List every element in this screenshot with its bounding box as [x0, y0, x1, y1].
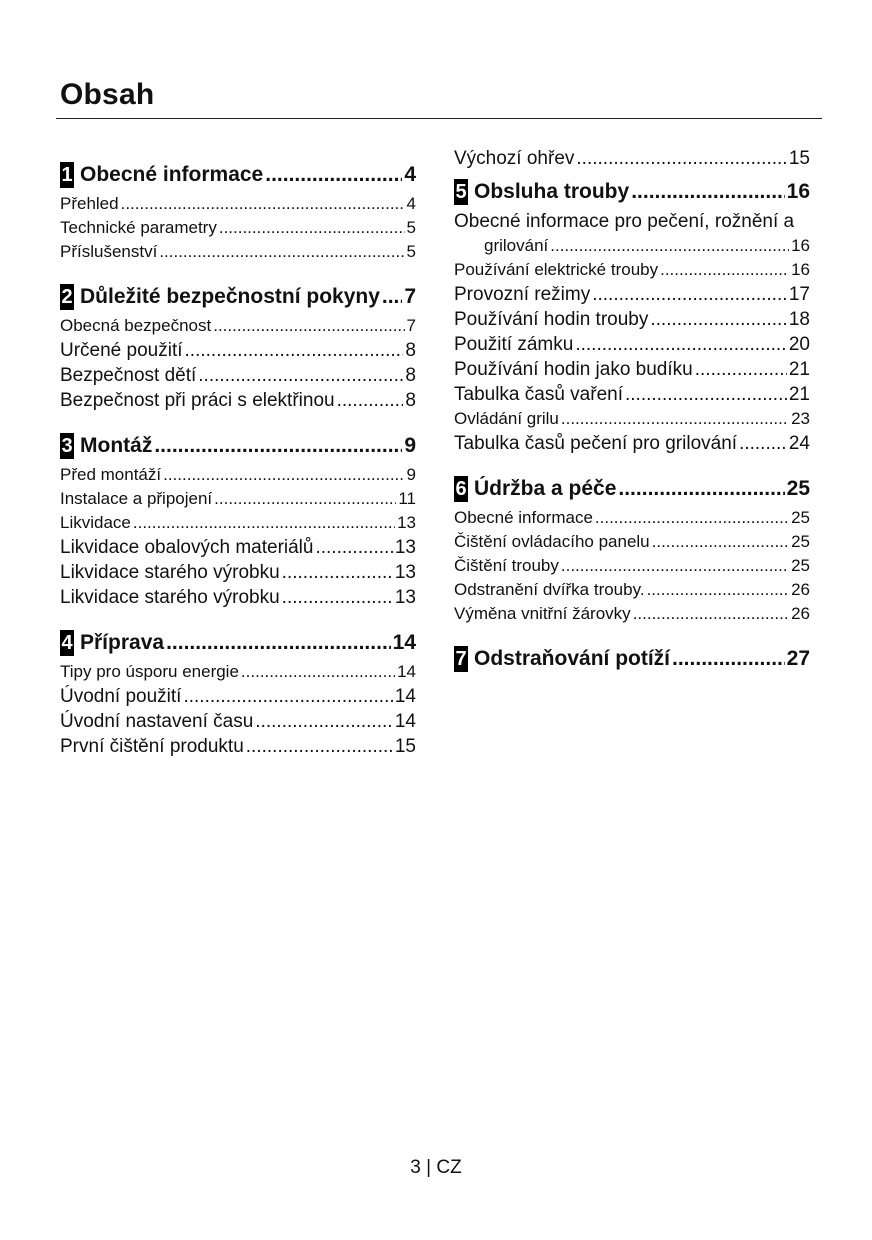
toc-section [60, 630, 416, 759]
toc-entry[interactable] [60, 338, 416, 363]
toc-entry[interactable] [454, 282, 810, 307]
toc-entry-label: Likvidace obalových materiálů [60, 537, 314, 558]
section-page: 9 [404, 434, 416, 457]
toc-entry-label: Bezpečnost při práci s elektřinou [60, 390, 335, 411]
toc-entry-label: Tabulka časů vaření [454, 384, 623, 405]
section-number-badge: 5 [455, 181, 467, 203]
toc-entry-page: 25 [791, 556, 810, 575]
toc-entry-label: Provozní režimy [454, 284, 591, 305]
toc-entry[interactable] [60, 363, 416, 388]
dot-leader [241, 660, 395, 684]
dot-leader [595, 506, 789, 530]
toc-entry-label: Před montáží [60, 465, 162, 484]
toc-entry-label: Úvodní použití [60, 686, 182, 707]
dot-leader [561, 554, 789, 578]
toc-section-heading[interactable] [454, 476, 810, 502]
dot-leader [660, 258, 789, 282]
toc-entry[interactable] [454, 307, 810, 332]
section-page: 4 [404, 163, 416, 186]
toc-entry-page: 5 [406, 218, 416, 237]
toc-entry-label: grilování [484, 236, 549, 255]
section-page: 7 [404, 285, 416, 308]
toc-entry[interactable] [60, 535, 416, 560]
toc-left-column [60, 162, 416, 779]
dot-leader [214, 487, 396, 511]
toc-entry-page: 20 [788, 334, 810, 355]
toc-entry[interactable] [60, 684, 416, 709]
toc-entry-page: 15 [394, 736, 416, 757]
toc-entry[interactable] [454, 407, 810, 431]
toc-entry-page: 15 [788, 148, 810, 169]
toc-section-heading[interactable] [60, 162, 416, 188]
toc-entry-page: 14 [394, 686, 416, 707]
section-page: 25 [786, 477, 810, 500]
toc-entry-label: Příslušenství [60, 242, 158, 261]
toc-section-heading[interactable] [454, 646, 810, 672]
section-page: 14 [392, 631, 416, 654]
toc-entry-label: Používání hodin trouby [454, 309, 649, 330]
dot-leader [282, 585, 393, 610]
toc-entry-page: 21 [788, 384, 810, 405]
toc-entry[interactable] [454, 530, 810, 554]
toc-entry-label: Technické parametry [60, 218, 217, 237]
toc-entry[interactable] [454, 578, 810, 602]
toc-entry-page: 11 [398, 489, 416, 508]
dot-leader [695, 357, 787, 382]
toc-section-heading[interactable] [60, 284, 416, 310]
section-title: Důležité bezpečnostní pokyny [80, 285, 380, 308]
toc-entry-page: 21 [788, 359, 810, 380]
toc-entry-label: Přehled [60, 194, 119, 213]
toc-section [454, 179, 810, 456]
toc-entry-page: 26 [791, 604, 810, 623]
title-divider [56, 118, 822, 119]
toc-section-heading[interactable] [454, 179, 810, 205]
toc-entry-label: Výměna vnitřní žárovky [454, 604, 631, 623]
toc-entry[interactable] [454, 602, 810, 626]
toc-entry-label: Likvidace starého výrobku [60, 562, 280, 583]
dot-leader [198, 363, 403, 388]
section-number-badge: 1 [61, 164, 73, 186]
toc-entry-page: 13 [397, 513, 416, 532]
dot-leader [647, 578, 790, 602]
dot-leader [183, 684, 392, 709]
toc-entry-label: Úvodní nastavení času [60, 711, 254, 732]
toc-entry[interactable] [60, 660, 416, 684]
dot-leader [575, 332, 787, 357]
toc-entry[interactable] [60, 216, 416, 240]
dot-leader [618, 476, 784, 502]
dot-leader [650, 307, 787, 332]
toc-entry-page: 7 [406, 316, 416, 335]
toc-entry-label: Používání hodin jako budíku [454, 359, 693, 380]
toc-entry[interactable] [60, 240, 416, 264]
toc-entry[interactable] [60, 560, 416, 585]
toc-section [60, 162, 416, 264]
section-number-badge: 3 [61, 435, 73, 457]
toc-entry-page: 13 [394, 562, 416, 583]
toc-entry-label: Obecné informace [454, 508, 593, 527]
page-footer: 3 | CZ [410, 1157, 462, 1178]
section-title: Montáž [80, 434, 153, 457]
toc-entry[interactable] [454, 234, 810, 258]
toc-entry-label: Obecné informace pro pečení, rožnění a [454, 211, 795, 232]
dot-leader [246, 734, 393, 759]
section-title: Údržba a péče [474, 477, 617, 500]
dot-leader [219, 216, 405, 240]
toc-entry[interactable] [454, 382, 810, 407]
toc-section [60, 433, 416, 610]
toc-entry-page: 13 [394, 587, 416, 608]
section-title: Obecné informace [80, 163, 264, 186]
section-number-badge: 6 [455, 478, 467, 500]
toc-entry-page: 25 [791, 532, 810, 551]
section-page: 16 [786, 180, 810, 203]
toc-entry-page: 18 [788, 309, 810, 330]
toc-entry-page: 14 [397, 662, 416, 681]
dot-leader [625, 382, 787, 407]
toc-entry[interactable] [60, 314, 416, 338]
toc-entry-page: 14 [394, 711, 416, 732]
toc-entry[interactable] [454, 357, 810, 382]
toc-entry-page: 16 [791, 260, 810, 279]
page-title: Obsah [60, 78, 155, 111]
toc-entry-label: Odstranění dvířka trouby. [454, 580, 645, 599]
dot-leader [133, 511, 395, 535]
section-title: Obsluha trouby [474, 180, 630, 203]
toc-entry[interactable] [454, 506, 810, 530]
toc-entry[interactable] [60, 709, 416, 734]
dot-leader [633, 602, 789, 626]
dot-leader [576, 146, 786, 171]
toc-entry-label: Likvidace starého výrobku [60, 587, 280, 608]
section-page: 27 [786, 647, 810, 670]
section-number-badge: 7 [455, 648, 467, 670]
toc-entry[interactable] [454, 332, 810, 357]
toc-entry[interactable] [60, 734, 416, 759]
toc-entry-label: Ovládání grilu [454, 409, 559, 428]
dot-leader [315, 535, 392, 560]
dot-leader [382, 284, 402, 310]
dot-leader [672, 646, 785, 672]
toc-entry[interactable] [60, 388, 416, 413]
toc-entry-page: 25 [791, 508, 810, 527]
dot-leader [154, 433, 402, 459]
toc-entry[interactable] [454, 431, 810, 456]
dot-leader [282, 560, 393, 585]
toc-entry[interactable] [454, 146, 810, 171]
toc-entry-page: 8 [405, 365, 416, 386]
dot-leader [561, 407, 789, 431]
toc-entry-page: 26 [791, 580, 810, 599]
toc-entry[interactable] [60, 511, 416, 535]
dot-leader [631, 179, 784, 205]
toc-entry-label: První čištění produktu [60, 736, 244, 757]
toc-right-column [454, 146, 810, 692]
toc-entry-label: Čištění ovládacího panelu [454, 532, 650, 551]
toc-entry-label: Obecná bezpečnost [60, 316, 212, 335]
dot-leader [265, 162, 402, 188]
toc-entry-page: 23 [791, 409, 810, 428]
toc-entry-label: Likvidace [60, 513, 131, 532]
dot-leader [163, 463, 404, 487]
section-title: Příprava [80, 631, 165, 654]
toc-section-heading[interactable] [60, 433, 416, 459]
section-title: Odstraňování potíží [474, 647, 671, 670]
toc-entry[interactable] [454, 258, 810, 282]
dot-leader [213, 314, 404, 338]
toc-entry-page: 16 [791, 236, 810, 255]
toc-continued-entries [454, 146, 810, 171]
dot-leader [337, 388, 404, 413]
dot-leader [185, 338, 404, 363]
toc-entry-page: 9 [406, 465, 416, 484]
toc-entry[interactable] [60, 487, 416, 511]
toc-entry[interactable] [454, 209, 810, 234]
toc-entry[interactable] [60, 192, 416, 216]
toc-entry-page: 17 [788, 284, 810, 305]
toc-entry-label: Instalace a připojení [60, 489, 213, 508]
dot-leader [739, 431, 787, 456]
toc-entry-label: Výchozí ohřev [454, 148, 575, 169]
dot-leader [166, 630, 391, 656]
toc-entry-page: 8 [405, 390, 416, 411]
toc-entry-page: 4 [406, 194, 416, 213]
section-number-badge: 2 [61, 286, 73, 308]
toc-entry-label: Tabulka časů pečení pro grilování [454, 433, 738, 454]
toc-entry-label: Tipy pro úsporu energie [60, 662, 239, 681]
toc-entry[interactable] [454, 554, 810, 578]
dot-leader [255, 709, 393, 734]
toc-entry-label: Bezpečnost dětí [60, 365, 197, 386]
toc-entry-label: Použití zámku [454, 334, 574, 355]
dot-leader [652, 530, 789, 554]
dot-leader [592, 282, 787, 307]
dot-leader [550, 234, 789, 258]
section-number-badge: 4 [61, 632, 73, 654]
toc-entry-page: 5 [406, 242, 416, 261]
toc-entry-label: Určené použití [60, 340, 183, 361]
dot-leader [159, 240, 404, 264]
toc-entry[interactable] [60, 585, 416, 610]
dot-leader [121, 192, 405, 216]
toc-entry-label: Používání elektrické trouby [454, 260, 659, 279]
toc-entry-page: 13 [394, 537, 416, 558]
toc-entry-label: Čištění trouby [454, 556, 559, 575]
toc-entry[interactable] [60, 463, 416, 487]
toc-section [454, 476, 810, 626]
toc-section-heading[interactable] [60, 630, 416, 656]
toc-section [454, 646, 810, 672]
toc-entry-page: 8 [405, 340, 416, 361]
toc-section [60, 284, 416, 413]
toc-entry-page: 24 [788, 433, 810, 454]
